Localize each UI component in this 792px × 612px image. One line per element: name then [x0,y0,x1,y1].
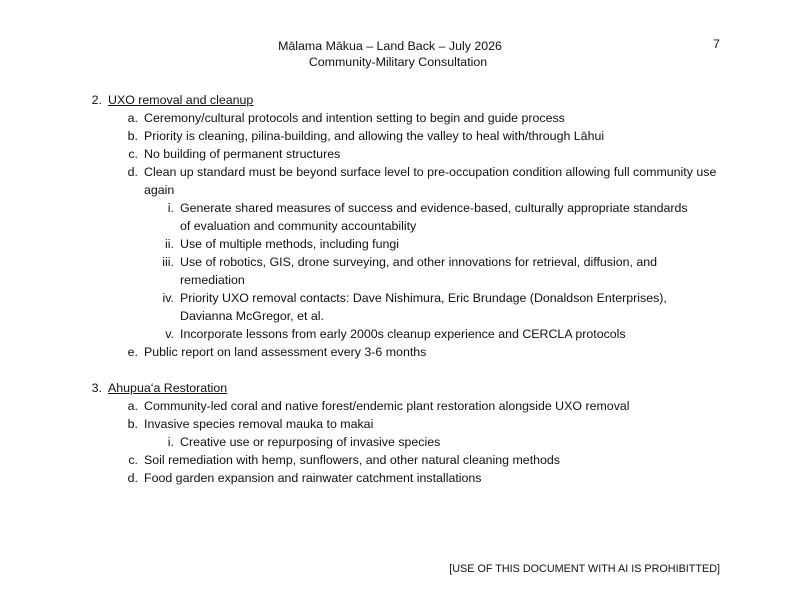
list-item-text: Creative use or repurposing of invasive species [180,435,441,449]
section-title: Ahupuaʻa Restoration [108,381,228,395]
list-item-text: Invasive species removal mauka to makai [144,417,374,431]
list-item-text: Priority is cleaning, pilina-building, and allowing the valley to heal with/through Lāhui [144,129,605,143]
list-item [0,451,792,469]
list-marker: b. [127,417,138,431]
list-marker: d. [127,471,138,485]
list-marker: i. [167,201,174,215]
sub-list-item [0,199,792,235]
list-marker: e. [127,345,138,359]
list-marker: i. [167,435,174,449]
list-marker: c. [128,147,138,161]
list-marker: ii. [165,237,174,251]
list-item-text: Ceremony/cultural protocols and intention setting to begin and guide process [144,111,565,125]
footer-notice: [USE OF THIS DOCUMENT WITH AI IS PROHIBITTED] [449,563,720,575]
sub-list-item [0,325,792,343]
list-item-text: Public report on land assessment every 3-6 months [144,345,427,359]
list-marker: d. [127,165,138,179]
list-item [0,397,792,415]
list-marker: iii. [162,255,174,269]
section-heading [0,91,792,109]
list-item-text: Use of multiple methods, including fungi [180,237,400,251]
sub-list-item [0,433,792,451]
sub-list-item [0,235,792,253]
sub-list-item [0,253,792,289]
list-item-text: Generate shared measures of success and evidence-based, culturally appropriate standards of evaluation and community accountability [180,201,688,233]
list-marker: v. [165,327,174,341]
list-item [0,127,792,145]
list-item-text: Clean up standard must be beyond surface level to pre-occupation condition allowing full community use again [144,165,717,197]
list-item [0,469,792,487]
document-body [0,91,792,487]
list-item [0,343,792,361]
list-item-text: Community-led coral and native forest/endemic plant restoration alongside UXO removal [144,399,630,413]
list-item [0,145,792,163]
list-marker: iv. [162,291,174,305]
list-marker: a. [127,111,138,125]
list-item-text: Incorporate lessons from early 2000s cleanup experience and CERCLA protocols [180,327,626,341]
list-item-text: No building of permanent structures [144,147,341,161]
page-number: 7 [713,37,720,51]
list-item [0,163,792,199]
list-item-text: Use of robotics, GIS, drone surveying, and other innovations for retrieval, diffusion, and remediation [180,255,658,287]
sub-list-item [0,289,792,325]
list-marker: c. [128,453,138,467]
section-title: UXO removal and cleanup [108,93,254,107]
list-marker: b. [127,129,138,143]
list-item-text: Soil remediation with hemp, sunflowers, and other natural cleaning methods [144,453,561,467]
list-item [0,109,792,127]
document-header [0,38,780,70]
section-heading [0,379,792,397]
document-title: Mālama Mākua – Land Back – July 2026 [278,39,502,53]
list-marker: a. [127,399,138,413]
list-item [0,415,792,433]
list-item-text: Priority UXO removal contacts: Dave Nishimura, Eric Brundage (Donaldson Enterprises), Davianna McGregor, et al. [180,291,667,323]
document-subtitle: Community-Military Consultation [308,55,488,69]
list-item-text: Food garden expansion and rainwater catchment installations [144,471,482,485]
list-marker: 3. [91,381,102,395]
list-marker: 2. [91,93,102,107]
